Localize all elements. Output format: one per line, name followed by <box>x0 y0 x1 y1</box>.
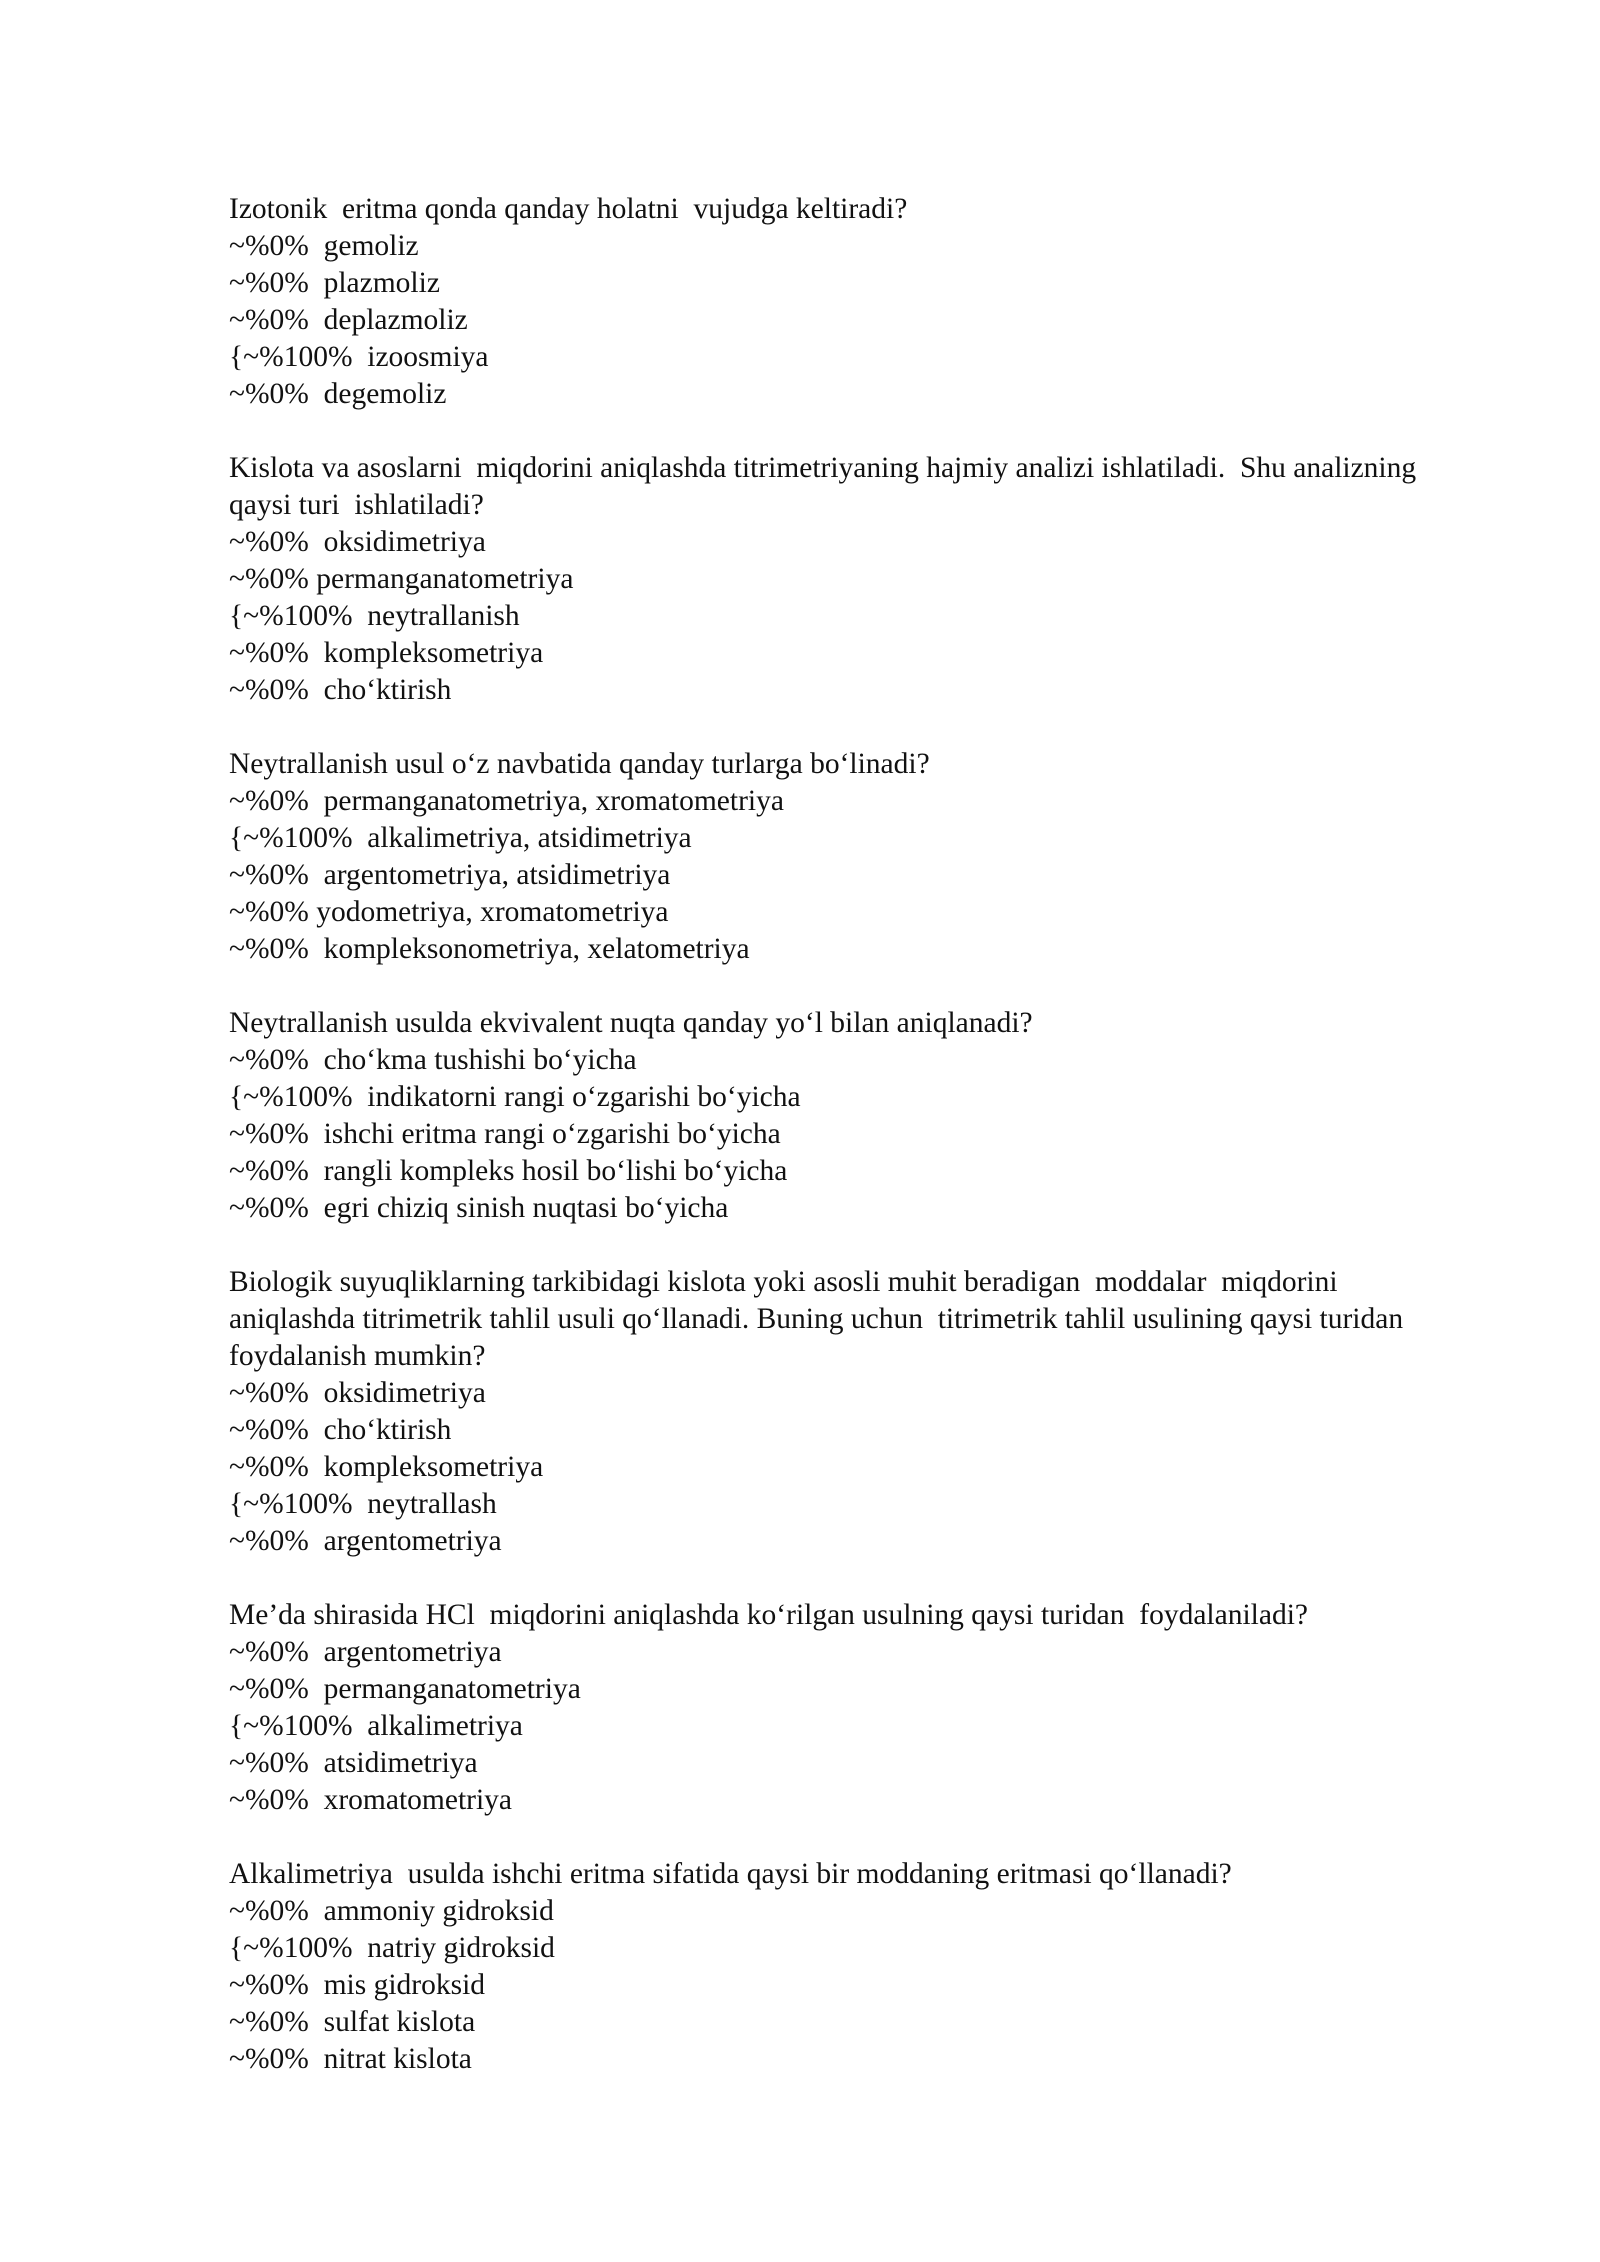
answer-option: {~%100% izoosmiya <box>229 341 489 373</box>
question-block <box>229 1856 1459 2078</box>
question-text: Neytrallanish usul o‘z navbatida qanday turlarga bo‘linadi? <box>229 748 930 780</box>
answer-option: ~%0% oksidimetriya <box>229 526 486 558</box>
question-block <box>229 191 1459 413</box>
answer-option: ~%0% sulfat kislota <box>229 2006 476 2038</box>
answer-option: {~%100% neytrallanish <box>229 600 520 632</box>
answer-option: ~%0% egri chiziq sinish nuqtasi bo‘yicha <box>229 1192 729 1224</box>
answer-option: ~%0% kompleksometriya <box>229 637 544 669</box>
question-text: Alkalimetriya usulda ishchi eritma sifatida qaysi bir moddaning eritmasi qo‘llanadi? <box>229 1858 1232 1890</box>
answer-option: ~%0% mis gidroksid <box>229 1969 486 2001</box>
answer-option: ~%0% kompleksometriya <box>229 1451 544 1483</box>
answer-option: ~%0% gemoliz <box>229 230 419 262</box>
answer-option: ~%0% permanganatometriya <box>229 1673 581 1705</box>
answer-option: ~%0% ammoniy gidroksid <box>229 1895 554 1927</box>
answer-option: ~%0% oksidimetriya <box>229 1377 486 1409</box>
answer-option: ~%0% permanganatometriya <box>229 563 574 595</box>
answer-option: ~%0% plazmoliz <box>229 267 440 299</box>
answer-option: ~%0% rangli kompleks hosil bo‘lishi bo‘yicha <box>229 1155 788 1187</box>
answer-option: ~%0% degemoliz <box>229 378 447 410</box>
answer-option: {~%100% alkalimetriya, atsidimetriya <box>229 822 692 854</box>
answer-option: ~%0% cho‘ktirish <box>229 1414 452 1446</box>
answer-option: ~%0% deplazmoliz <box>229 304 468 336</box>
document-body <box>229 191 1459 2115</box>
answer-option: ~%0% atsidimetriya <box>229 1747 478 1779</box>
question-text: Biologik suyuqliklarning tarkibidagi kislota yoki asosli muhit beradigan moddalar miqdorini aniqlashda titrimetrik tahlil usuli qo‘llanadi. Buning uchun titrimetrik tahlil usulining qaysi turidan foydalanish mumkin? <box>229 1266 1411 1372</box>
answer-option: {~%100% natriy gidroksid <box>229 1932 555 1964</box>
answer-option: ~%0% permanganatometriya, xromatometriya <box>229 785 784 817</box>
answer-option: ~%0% yodometriya, xromatometriya <box>229 896 669 928</box>
answer-option: ~%0% xromatometriya <box>229 1784 513 1816</box>
answer-option: {~%100% alkalimetriya <box>229 1710 523 1742</box>
answer-option: ~%0% cho‘kma tushishi bo‘yicha <box>229 1044 637 1076</box>
answer-option: {~%100% neytrallash <box>229 1488 497 1520</box>
question-block <box>229 450 1459 709</box>
question-block <box>229 1597 1459 1819</box>
answer-option: ~%0% ishchi eritma rangi o‘zgarishi bo‘yicha <box>229 1118 781 1150</box>
question-text: Izotonik eritma qonda qanday holatni vujudga keltiradi? <box>229 193 908 225</box>
answer-option: ~%0% argentometriya <box>229 1636 502 1668</box>
question-text: Kislota va asoslarni miqdorini aniqlashda titrimetriyaning hajmiy analizi ishlatiladi. Shu analizning qaysi turi ishlatiladi? <box>229 452 1424 521</box>
answer-option: {~%100% indikatorni rangi o‘zgarishi bo‘yicha <box>229 1081 801 1113</box>
answer-option: ~%0% nitrat kislota <box>229 2043 472 2075</box>
answer-option: ~%0% kompleksonometriya, xelatometriya <box>229 933 750 965</box>
question-text: Neytrallanish usulda ekvivalent nuqta qanday yo‘l bilan aniqlanadi? <box>229 1007 1033 1039</box>
question-block <box>229 746 1459 968</box>
answer-option: ~%0% cho‘ktirish <box>229 674 452 706</box>
question-block <box>229 1264 1459 1560</box>
question-block <box>229 1005 1459 1227</box>
question-text: Me’da shirasida HCl miqdorini aniqlashda ko‘rilgan usulning qaysi turidan foydalaniladi? <box>229 1599 1308 1631</box>
answer-option: ~%0% argentometriya <box>229 1525 502 1557</box>
answer-option: ~%0% argentometriya, atsidimetriya <box>229 859 671 891</box>
